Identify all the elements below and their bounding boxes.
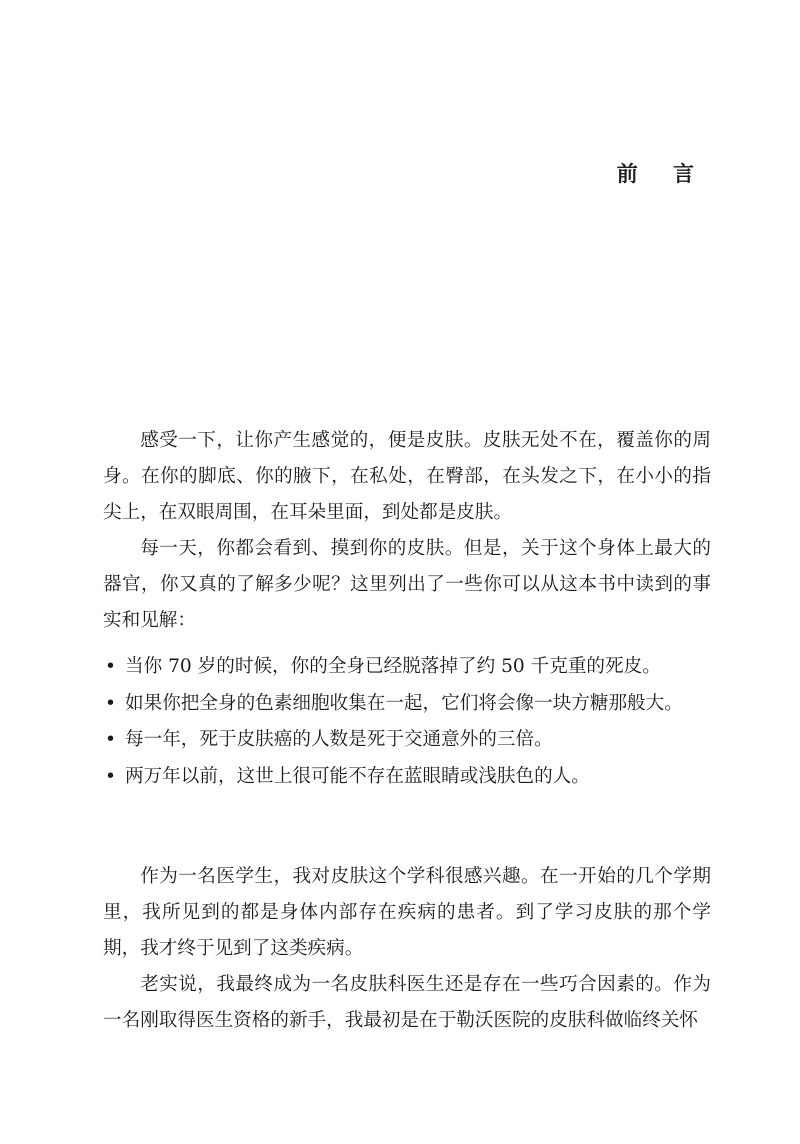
paragraph: 作为一名医学生，我对皮肤这个学科很感兴趣。在一开始的几个学期里，我所见到的都是身体内部存在疾病的患者。到了学习皮肤的那个学期，我才终于见到了这类疾病。 xyxy=(103,866,711,959)
facts-list xyxy=(103,649,723,795)
list-item-text: 每一年，死于皮肤癌的人数是死于交通意外的三倍。 xyxy=(125,729,553,750)
list-item-text: 当你 70 岁的时候，你的全身已经脱落掉了约 50 千克重的死皮。 xyxy=(125,656,661,677)
list-item-text: 如果你把全身的色素细胞收集在一起，它们将会像一块方糖那般大。 xyxy=(125,692,683,714)
list-item xyxy=(103,722,723,759)
bullet-icon: • xyxy=(105,765,116,787)
paragraph: 老实说，我最终成为一名皮肤科医生还是存在一些巧合因素的。作为一名刚取得医生资格的新手，我最初是在于勒沃医院的皮肤科做临终关怀 xyxy=(103,974,711,1031)
bullet-icon: • xyxy=(105,729,116,750)
bullet-icon: • xyxy=(105,692,116,714)
paragraph: 每一天，你都会看到、摸到你的皮肤。但是，关于这个身体上最大的器官，你又真的了解多少呢？这里列出了一些你可以从这本书中读到的事实和见解： xyxy=(103,538,711,631)
paragraph: 感受一下，让你产生感觉的，便是皮肤。皮肤无处不在，覆盖你的周身。在你的脚底、你的腋下，在私处，在臀部，在头发之下，在小小的指尖上，在双眼周围，在耳朵里面，到处都是皮肤。 xyxy=(103,430,711,523)
list-item-text: 两万年以前，这世上很可能不存在蓝眼睛或浅肤色的人。 xyxy=(125,765,590,787)
list-item xyxy=(103,686,723,723)
list-item xyxy=(103,759,723,796)
body-paragraphs xyxy=(103,859,711,1039)
list-item xyxy=(103,649,723,686)
bullet-icon: • xyxy=(105,656,116,677)
chapter-title: 前 言 xyxy=(616,162,708,186)
intro-paragraphs xyxy=(103,423,711,639)
